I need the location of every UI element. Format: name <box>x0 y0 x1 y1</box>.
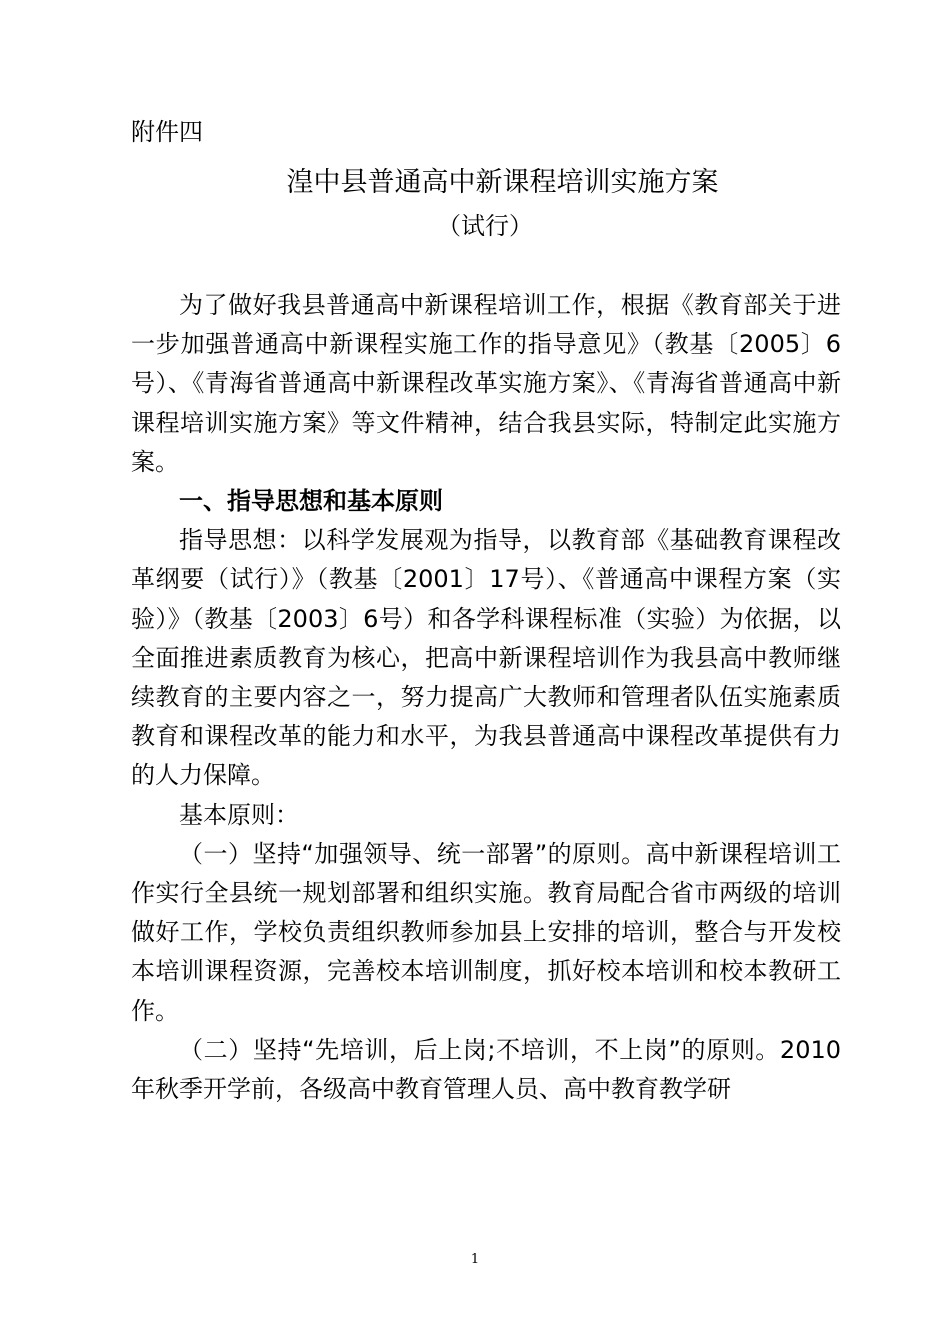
document-body <box>131 286 841 1109</box>
basic-principles-label: 基本原则： <box>179 800 299 829</box>
attachment-label: 附件四 <box>131 118 203 146</box>
guiding-thought-paragraph: 指导思想：以科学发展观为指导，以教育部《基础教育课程改革纲要（试行）》（教基〔2001〕17号）、《普通高中课程方案（实验）》（教基〔2003〕6号）和各学科课程标准（实验）为依据，以全面推进素质教育为核心，把高中新课程培训作为我县高中教师继续教育的主要内容之一，努力提高广大教师和管理者队伍实施素质教育和课程改革的能力和水平，为我县普通高中课程改革提供有力的人力保障。 <box>131 526 841 790</box>
section-heading: 一、指导思想和基本原则 <box>179 487 443 516</box>
principle-one-paragraph: （一）坚持“加强领导、统一部署”的原则。高中新课程培训工作实行全县统一规划部署和组织实施。教育局配合省市两级的培训做好工作，学校负责组织教师参加县上安排的培训，整合与开发校本培训课程资源，完善校本培训制度，抓好校本培训和校本教研工作。 <box>131 839 841 1025</box>
document-title: 湟中县普通高中新课程培训实施方案 <box>286 167 719 198</box>
principle-two-paragraph: （二）坚持“先培训，后上岗;不培训，不上岗”的原则。2010年秋季开学前，各级高中教育管理人员、高中教育教学研 <box>131 1035 841 1104</box>
intro-paragraph: 为了做好我县普通高中新课程培训工作，根据《教育部关于进一步加强普通高中新课程实施工作的指导意见》（教基〔2005〕6号）、《青海省普通高中新课程改革实施方案》、《青海省普通高中新课程培训实施方案》等文件精神，结合我县实际，特制定此实施方案。 <box>131 291 841 476</box>
page-number: 1 <box>470 1252 480 1267</box>
document-subtitle: （试行） <box>437 212 533 240</box>
